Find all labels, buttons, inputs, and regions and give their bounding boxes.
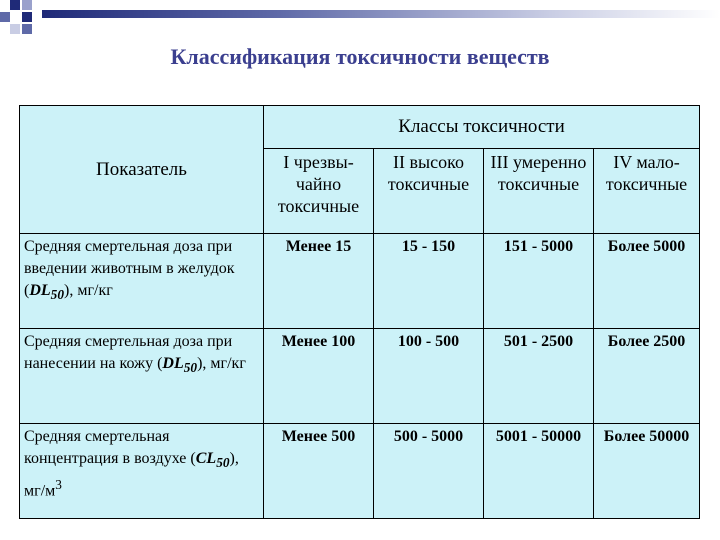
corner-square-light bbox=[22, 0, 32, 10]
parameter-cell bbox=[20, 424, 264, 519]
value-cell: 500 - 5000 bbox=[374, 424, 484, 519]
parameter-unit: ), мг/м bbox=[24, 450, 239, 500]
corner-square-light-2 bbox=[10, 24, 20, 34]
class-header-4: IV мало-токсичные bbox=[594, 149, 700, 234]
value-cell: Более 50000 bbox=[594, 424, 700, 519]
value-cell: 151 - 5000 bbox=[484, 234, 594, 329]
class-header-1: I чрезвы-чайно токсичные bbox=[264, 149, 374, 234]
indicator-header: Показатель bbox=[20, 106, 264, 234]
header-gradient-band bbox=[42, 10, 720, 18]
value-cell: 501 - 2500 bbox=[484, 329, 594, 424]
corner-square-dark-2 bbox=[22, 12, 32, 22]
table-row bbox=[20, 424, 700, 519]
parameter-subscript: 50 bbox=[50, 287, 64, 303]
slide-title: Классификация токсичности веществ bbox=[170, 44, 550, 69]
parameter-cell bbox=[20, 329, 264, 424]
toxicity-table bbox=[19, 105, 700, 519]
value-cell: Менее 500 bbox=[264, 424, 374, 519]
value-cell: 15 - 150 bbox=[374, 234, 484, 329]
value-cell: Менее 100 bbox=[264, 329, 374, 424]
value-cell: 100 - 500 bbox=[374, 329, 484, 424]
parameter-text: Средняя смертельная доза при введении животным в желудок ( bbox=[24, 238, 235, 299]
parameter-superscript: 3 bbox=[55, 477, 62, 493]
class-header-3: III умеренно токсичные bbox=[484, 149, 594, 234]
table-row bbox=[20, 234, 700, 329]
parameter-text: Средняя смертельная доза при нанесении на кожу ( bbox=[24, 333, 233, 372]
parameter-unit: ), мг/кг bbox=[63, 282, 113, 299]
class-header-2: II высоко токсичные bbox=[374, 149, 484, 234]
table-row bbox=[20, 329, 700, 424]
value-cell: Более 2500 bbox=[594, 329, 700, 424]
value-cell: Более 5000 bbox=[594, 234, 700, 329]
parameter-symbol: DL bbox=[162, 355, 184, 372]
parameter-cell bbox=[20, 234, 264, 329]
corner-square-mid-2 bbox=[22, 24, 32, 34]
parameter-symbol: DL bbox=[29, 282, 51, 299]
value-cell: Менее 15 bbox=[264, 234, 374, 329]
parameter-text: Средняя смертельная концентрация в воздухе ( bbox=[24, 428, 196, 467]
corner-square-dark bbox=[10, 0, 20, 10]
parameter-subscript: 50 bbox=[216, 455, 230, 471]
parameter-symbol: CL bbox=[195, 450, 217, 467]
value-cell: 5001 - 50000 bbox=[484, 424, 594, 519]
corner-square-mid bbox=[0, 12, 10, 22]
table-header-row bbox=[20, 106, 700, 149]
classes-group-header: Классы токсичности bbox=[264, 106, 700, 149]
parameter-unit: ), мг/кг bbox=[197, 355, 246, 372]
parameter-subscript: 50 bbox=[183, 360, 198, 376]
